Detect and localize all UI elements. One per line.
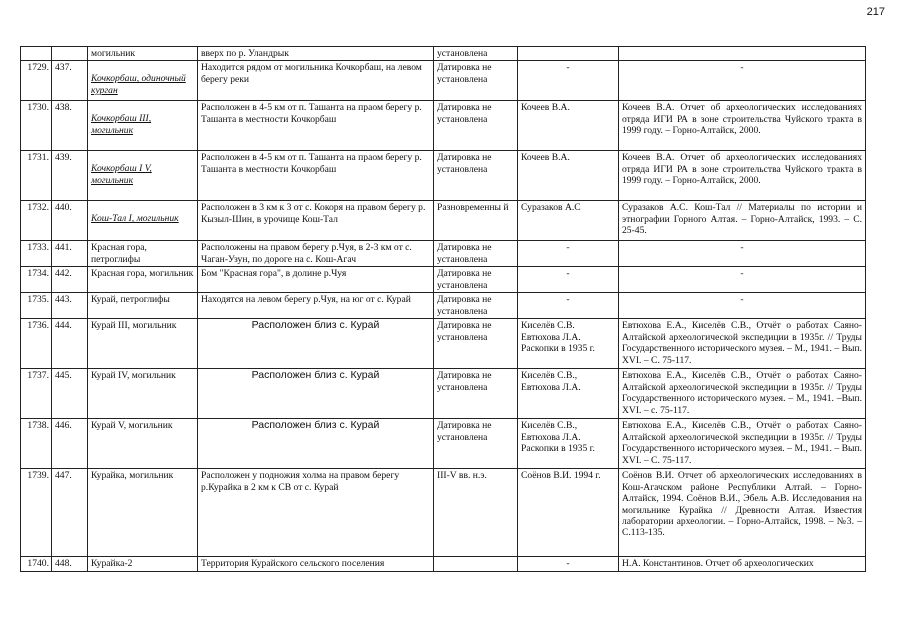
dating-cell: Датировка не установлена: [434, 267, 518, 293]
literature-cell: Евтюхова Е.А., Киселёв С.В., Отчёт о работах Саяно-Алтайской археологической экспедиции в 1935г. // Труды Государственного исторического музея. – М., 1941. – Вып. XVI. – С. 75-117.: [619, 319, 866, 369]
literature-cell: Н.А. Константинов. Отчет об археологических: [619, 557, 866, 571]
name-spacer: [91, 62, 194, 73]
author-cell: -: [518, 557, 619, 571]
dating-cell: Разновременны й: [434, 201, 518, 241]
table-row: [21, 469, 866, 557]
author-cell: Киселёв С.В., Евтюхова Л.А. Раскопки в 1935 г.: [518, 419, 619, 469]
monument-name: Курай IV, могильник: [91, 370, 176, 382]
dating-cell: Датировка не установлена: [434, 419, 518, 469]
monument-name-cell: [88, 61, 198, 101]
author-cell: Киселёв С.В. Евтюхова Л.А. Раскопки в 1935 г.: [518, 319, 619, 369]
monument-name-cell: [88, 47, 198, 61]
monument-name: Курайка-2: [91, 558, 133, 570]
literature-cell: Соёнов В.И. Отчет об археологических исследованиях в Кош-Агачском районе Республики Алтай. – Горно-Алтайск, 1994. Соёнов В.И., Эбель А.В. Исследования на могильнике Курайка // Древности Алтая. Известия лаборатории археологии. – Горно-Алтайск, 1998. – №3. – С.113-135.: [619, 469, 866, 557]
monument-id: [52, 47, 88, 61]
literature-cell: [619, 47, 866, 61]
table-row: [21, 319, 866, 369]
table-row: [21, 293, 866, 319]
table-row: [21, 369, 866, 419]
author-cell: -: [518, 241, 619, 267]
table-row: [21, 151, 866, 201]
location-text: Расположены на правом берегу р.Чуя, в 2-3 км от с. Чаган-Узун, по дороге на с. Кош-Агач: [201, 242, 412, 265]
author-cell: Кочеев В.А.: [518, 151, 619, 201]
location-text: Находятся на левом берегу р.Чуя, на юг от с. Курай: [201, 294, 411, 306]
monument-name: Курай V, могильник: [91, 420, 173, 432]
monument-name-cell: [88, 557, 198, 571]
author-cell: -: [518, 267, 619, 293]
monument-name: Курайка, могильник: [91, 470, 174, 482]
name-spacer: [91, 202, 194, 213]
monument-id: 440.: [52, 201, 88, 241]
location-cell: [198, 151, 434, 201]
monument-name-cell: [88, 201, 198, 241]
literature-cell: -: [619, 61, 866, 101]
row-number: 1735.: [21, 293, 52, 319]
location-text: Расположен в 4-5 км от п. Ташанта на праом берегу р. Ташанта в местности Кочкорбаш: [201, 152, 422, 175]
monument-name: Красная гора, могильник: [91, 268, 194, 280]
location-cell: [198, 419, 434, 469]
monument-name-cell: [88, 369, 198, 419]
literature-cell: Евтюхова Е.А., Киселёв С.В., Отчёт о работах Саяно-Алтайской археологической экспедиции в 1935г. // Труды Государственного исторического музея. – М., 1941. –Вып. XVI. – с. 75-117.: [619, 369, 866, 419]
dating-cell: Датировка не установлена: [434, 101, 518, 151]
location-cell: [198, 201, 434, 241]
location-cell: [198, 557, 434, 571]
row-number: 1739.: [21, 469, 52, 557]
author-cell: Киселёв С.В., Евтюхова Л.А.: [518, 369, 619, 419]
row-number: 1732.: [21, 201, 52, 241]
monument-name: Курай, петроглифы: [91, 294, 170, 306]
location-text: вверх по р. Уландрык: [201, 48, 289, 59]
table-row: [21, 61, 866, 101]
monument-name-cell: [88, 241, 198, 267]
row-number: 1731.: [21, 151, 52, 201]
row-number: 1740.: [21, 557, 52, 571]
table-row: [21, 47, 866, 61]
monument-id: 439.: [52, 151, 88, 201]
dating-cell: Датировка не установлена: [434, 241, 518, 267]
monument-id: 437.: [52, 61, 88, 101]
monument-name: Красная гора, петроглифы: [91, 242, 147, 265]
literature-cell: Кочеев В.А. Отчет об археологических исследованиях отряда ИГИ РА в зоне строительства Чуйского тракта в 1999 году. – Горно-Алтайск, 2000.: [619, 151, 866, 201]
row-number: 1738.: [21, 419, 52, 469]
monument-name-cell: [88, 469, 198, 557]
monument-id: 445.: [52, 369, 88, 419]
dating-cell: Датировка не установлена: [434, 151, 518, 201]
location-text: Расположен близ с. Курай: [251, 419, 380, 432]
location-text: Расположен в 3 км к 3 от с. Кокоря на правом берегу р. Кызыл-Шин, в урочище Кош-Тал: [201, 202, 426, 225]
row-number: [21, 47, 52, 61]
monument-name: Кочкорбаш I V, могильник: [91, 163, 152, 186]
name-spacer: [91, 102, 194, 113]
monument-id: 446.: [52, 419, 88, 469]
monument-name-cell: [88, 319, 198, 369]
literature-cell: -: [619, 241, 866, 267]
monument-name-cell: [88, 293, 198, 319]
location-cell: [198, 319, 434, 369]
name-spacer: [91, 152, 194, 163]
row-number: 1729.: [21, 61, 52, 101]
monument-name: Курай III, могильник: [91, 320, 177, 332]
dating-cell: установлена: [434, 47, 518, 61]
dating-cell: Датировка не установлена: [434, 369, 518, 419]
dating-cell: Датировка не установлена: [434, 319, 518, 369]
location-cell: [198, 241, 434, 267]
literature-cell: -: [619, 267, 866, 293]
literature-cell: -: [619, 293, 866, 319]
location-cell: [198, 469, 434, 557]
table-row: [21, 101, 866, 151]
monument-id: 443.: [52, 293, 88, 319]
dating-cell: [434, 557, 518, 571]
row-number: 1730.: [21, 101, 52, 151]
location-cell: [198, 267, 434, 293]
author-cell: -: [518, 61, 619, 101]
location-cell: [198, 47, 434, 61]
author-cell: Соёнов В.И. 1994 г.: [518, 469, 619, 557]
monument-id: 444.: [52, 319, 88, 369]
dating-cell: III-V вв. н.э.: [434, 469, 518, 557]
monument-name: Кочкорбаш, одиночный курган: [91, 73, 186, 96]
dating-cell: Датировка не установлена: [434, 61, 518, 101]
location-text: Находится рядом от могильника Кочкорбаш, на левом берегу реки: [201, 62, 422, 85]
monument-id: 442.: [52, 267, 88, 293]
location-text: Расположен близ с. Курай: [251, 319, 380, 332]
table-row: [21, 557, 866, 571]
location-cell: [198, 293, 434, 319]
author-cell: [518, 47, 619, 61]
monument-name-cell: [88, 267, 198, 293]
monument-name-cell: [88, 419, 198, 469]
monument-name: могильник: [91, 48, 136, 59]
location-text: Расположен в 4-5 км от п. Ташанта на праом берегу р. Ташанта в местности Кочкорбаш: [201, 102, 422, 125]
literature-cell: Евтюхова Е.А., Киселёв С.В., Отчёт о работах Саяно-Алтайской археологической экспедиции в 1935г. // Труды Государственного исторического музея. – М., 1941. – Вып. XVI. – С. 75-117.: [619, 419, 866, 469]
table-row: [21, 267, 866, 293]
author-cell: -: [518, 293, 619, 319]
monument-id: 438.: [52, 101, 88, 151]
location-cell: [198, 101, 434, 151]
author-cell: Суразаков А.С: [518, 201, 619, 241]
table-body: [21, 47, 866, 572]
location-cell: [198, 61, 434, 101]
monument-id: 447.: [52, 469, 88, 557]
location-text: Территория Курайского сельского поселения: [201, 558, 385, 570]
dating-cell: Датировка не установлена: [434, 293, 518, 319]
location-text: Расположен у подножия холма на правом берегу р.Курайка в 2 км к СВ от с. Курай: [201, 470, 400, 493]
monument-id: 441.: [52, 241, 88, 267]
monuments-table: [20, 46, 866, 572]
monument-name-cell: [88, 151, 198, 201]
literature-cell: Кочеев В.А. Отчет об археологических исследованиях отряда ИГИ РА в зоне строительства Чуйского тракта в 1999 году. – Горно-Алтайск, 2000.: [619, 101, 866, 151]
row-number: 1733.: [21, 241, 52, 267]
monument-id: 448.: [52, 557, 88, 571]
monument-name: Кош-Тал I, могильник: [91, 213, 179, 225]
table-row: [21, 201, 866, 241]
monument-name: Кочкорбаш III, могильник: [91, 113, 152, 136]
row-number: 1736.: [21, 319, 52, 369]
row-number: 1734.: [21, 267, 52, 293]
monument-name-cell: [88, 101, 198, 151]
location-cell: [198, 369, 434, 419]
literature-cell: Суразаков А.С. Кош-Тал // Материалы по истории и этнографии Горного Алтая. – Горно-Алтайск, 1993. – С. 25-45.: [619, 201, 866, 241]
location-text: Расположен близ с. Курай: [251, 369, 380, 382]
table-row: [21, 241, 866, 267]
table-row: [21, 419, 866, 469]
author-cell: Кочеев В.А.: [518, 101, 619, 151]
page-number: 217: [866, 6, 885, 18]
location-text: Бом "Красная гора", в долине р.Чуя: [201, 268, 347, 280]
row-number: 1737.: [21, 369, 52, 419]
